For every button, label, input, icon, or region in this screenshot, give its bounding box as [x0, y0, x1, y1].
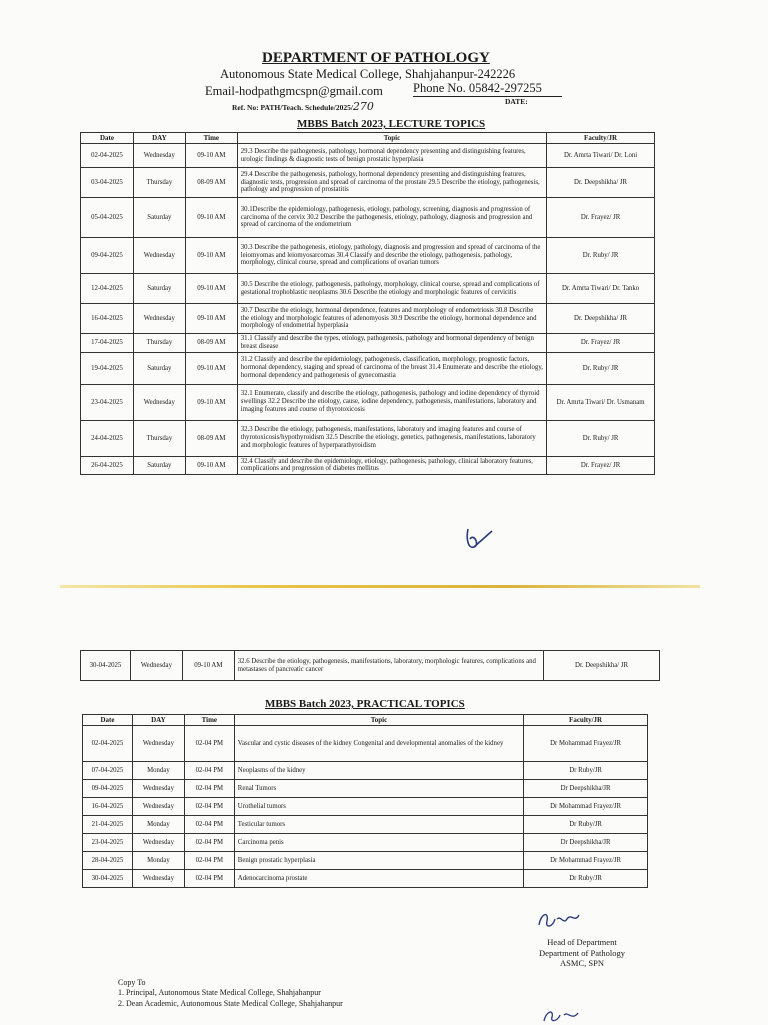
department-title: DEPARTMENT OF PATHOLOGY: [262, 50, 490, 66]
cell-date: 30-04-2025: [83, 870, 133, 888]
cell-day: Thursday: [133, 168, 185, 198]
practical-section-title: MBBS Batch 2023, PRACTICAL TOPICS: [265, 698, 465, 710]
cell-date: 16-04-2025: [81, 304, 134, 334]
table-row: [83, 852, 648, 870]
cell-date: 30-04-2025: [81, 651, 131, 681]
hod-department: Department of Pathology: [539, 947, 625, 958]
col-time: Time: [185, 133, 237, 144]
table-row: [81, 334, 655, 353]
col-topic: Topic: [237, 133, 546, 144]
cell-time: 09-10 AM: [182, 651, 234, 681]
table-row: [83, 780, 648, 798]
cell-date: 03-04-2025: [81, 168, 134, 198]
cell-date: 02-04-2025: [81, 144, 134, 168]
lecture-continued-table: [80, 650, 660, 681]
table-row: [83, 816, 648, 834]
col-day: DAY: [133, 133, 185, 144]
table-row: [81, 651, 660, 681]
cell-day: Wednesday: [133, 144, 185, 168]
copy-item: 2. Dean Academic, Autonomous State Medical College, Shahjahanpur: [118, 998, 343, 1008]
table-row: [81, 456, 655, 475]
cell-date: 09-04-2025: [83, 780, 133, 798]
cell-faculty: Dr. Amrta Tiwari/ Dr. Tanko: [547, 274, 655, 304]
cell-topic: Urothelial tumors: [234, 798, 523, 816]
signature-mark: [462, 525, 502, 555]
practical-header-row: [83, 715, 648, 726]
cell-date: 17-04-2025: [81, 334, 134, 353]
cell-time: 02-04 PM: [184, 834, 234, 852]
cell-time: 09-10 AM: [185, 274, 237, 304]
cell-topic: 31.1 Classify and describe the types, etiology, pathogenesis, pathology and hormonal dependency of benign breast disease: [237, 334, 546, 353]
cell-faculty: Dr Deepshikha/JR: [524, 834, 648, 852]
hod-title: Head of Department: [547, 937, 617, 947]
cell-faculty: Dr. Ruby/ JR: [547, 352, 655, 384]
reference-number: [232, 100, 374, 113]
hod-signature: [535, 905, 585, 933]
cell-date: 12-04-2025: [81, 274, 134, 304]
cell-topic: Carcinoma penis: [234, 834, 523, 852]
cell-date: 16-04-2025: [83, 798, 133, 816]
col-faculty: Faculty/JR: [524, 715, 648, 726]
cell-topic: 32.6 Describe the etiology, pathogenesis, manifestations, laboratory, morphologic features, complications and metastases of pancreatic cancer: [234, 651, 543, 681]
cell-day: Saturday: [133, 456, 185, 475]
cell-faculty: Dr Ruby/JR: [524, 870, 648, 888]
cell-date: 24-04-2025: [81, 420, 134, 456]
cell-time: 02-04 PM: [184, 726, 234, 762]
cell-time: 08-09 AM: [185, 168, 237, 198]
cell-day: Wednesday: [133, 384, 185, 420]
cell-faculty: Dr Ruby/JR: [524, 762, 648, 780]
cell-date: 23-04-2025: [83, 834, 133, 852]
table-row: [81, 144, 655, 168]
table-row: [81, 274, 655, 304]
cell-topic: Renal Tumors: [234, 780, 523, 798]
cell-topic: 32.4 Classify and describe the epidemiology, etiology, pathogenesis, pathology, clinical laboratory features, complications and progression of diabetes mellitus: [237, 456, 546, 475]
cell-topic: 29.4 Describe the pathogenesis, pathology, hormonal dependency presenting and distinguishing features, diagnostic tests, progression and spread of carcinoma of the prostate 29.5 Describe the etiology, pathogenesis, pathology and progression of prostatitis: [237, 168, 546, 198]
cell-faculty: Dr. Amrta Tiwari/ Dr. Loni: [547, 144, 655, 168]
cell-time: 02-04 PM: [184, 798, 234, 816]
cell-day: Thursday: [133, 334, 185, 353]
cell-day: Saturday: [133, 198, 185, 238]
cell-time: 08-09 AM: [185, 334, 237, 353]
cell-day: Wednesday: [133, 238, 185, 274]
cell-topic: 30.3 Describe the pathogenesis, etiology, pathology, diagnosis and progression and spread of carcinoma of the leiomyomas and leiomyosarcomas 30.4 Classify and describe the etiology, pathogenesis, pathology, morphology, clinical course, spread and complications of ovarian tumors: [237, 238, 546, 274]
cell-topic: 29.3 Describe the pathogenesis, pathology, hormonal dependency presenting and distinguishing features, urologic findings & diagnostic tests of benign prostatic hyperplasia: [237, 144, 546, 168]
table-row: [83, 762, 648, 780]
cell-date: 07-04-2025: [83, 762, 133, 780]
table-row: [83, 726, 648, 762]
table-row: [81, 304, 655, 334]
cell-day: Monday: [132, 852, 184, 870]
cell-faculty: Dr. Deepshikha/ JR: [544, 651, 660, 681]
cell-date: 26-04-2025: [81, 456, 134, 475]
cell-faculty: Dr. Frayez/ JR: [547, 198, 655, 238]
cell-faculty: Dr. Frayez/ JR: [547, 334, 655, 353]
cell-faculty: Dr. Ruby/ JR: [547, 420, 655, 456]
cell-day: Wednesday: [132, 780, 184, 798]
table-row: [81, 384, 655, 420]
cell-faculty: Dr Mohammad Frayez/JR: [524, 798, 648, 816]
cell-day: Saturday: [133, 274, 185, 304]
phone-line: Phone No. 05842-297255: [413, 81, 562, 97]
table-row: [81, 238, 655, 274]
cell-day: Wednesday: [132, 798, 184, 816]
table-row: [83, 798, 648, 816]
cell-date: 02-04-2025: [83, 726, 133, 762]
cell-day: Thursday: [133, 420, 185, 456]
col-faculty: Faculty/JR: [547, 133, 655, 144]
cell-day: Wednesday: [132, 834, 184, 852]
copy-to-block: [118, 978, 343, 1009]
table-row: [81, 352, 655, 384]
cell-day: Saturday: [133, 352, 185, 384]
lecture-header-row: [81, 133, 655, 144]
cell-faculty: Dr. Amrta Tiwari/ Dr. Usmanam: [547, 384, 655, 420]
col-date: Date: [83, 715, 133, 726]
cell-time: 02-04 PM: [184, 870, 234, 888]
cell-topic: 30.7 Describe the etiology, hormonal dependence, features and morphology of endometriosis 30.8 Describe the etiology and morphologic features of adenomyosis 30.9 Describe the etiology, hormonal dependence and morphology of endometrial hyperplasia: [237, 304, 546, 334]
cell-faculty: Dr. Ruby/ JR: [547, 238, 655, 274]
cell-faculty: Dr. Frayez/ JR: [547, 456, 655, 475]
cell-date: 21-04-2025: [83, 816, 133, 834]
table-row: [81, 198, 655, 238]
cell-time: 09-10 AM: [185, 144, 237, 168]
page-divider: [60, 585, 700, 588]
cell-topic: 30.5 Describe the etiology, pathogenesis, pathology, morphology, clinical course, spread and complications of gestational trophoblastic neoplasms 30.6 Describe the etiology and morphologic features of cervicitis: [237, 274, 546, 304]
cell-time: 02-04 PM: [184, 780, 234, 798]
cell-day: Wednesday: [130, 651, 182, 681]
copy-to-label: Copy To: [118, 978, 146, 987]
cell-time: 02-04 PM: [184, 816, 234, 834]
table-row: [83, 870, 648, 888]
cell-time: 02-04 PM: [184, 762, 234, 780]
cell-topic: 30.1Describe the epidemiology, pathogenesis, etiology, pathology, screening, diagnosis and progression of carcinoma of the cervix 30.2 Describe the pathogenesis, etiology, pathology, diagnosis and progression and spread of carcinoma of the endometrium: [237, 198, 546, 238]
reference-handwritten: 270: [352, 100, 374, 113]
cell-faculty: Dr Deepshikha/JR: [524, 780, 648, 798]
second-signature: [540, 1005, 590, 1025]
cell-faculty: Dr. Deepshikha/ JR: [547, 304, 655, 334]
college-name: Autonomous State Medical College, Shahjahanpur-242226: [220, 67, 516, 81]
copy-item: 1. Principal, Autonomous State Medical College, Shahjahanpur: [118, 988, 321, 998]
hod-block: [527, 937, 637, 969]
date-label: DATE:: [505, 97, 528, 106]
cell-day: Wednesday: [133, 304, 185, 334]
cell-day: Monday: [132, 816, 184, 834]
table-row: [83, 834, 648, 852]
table-row: [81, 168, 655, 198]
cell-topic: Neoplasms of the kidney: [234, 762, 523, 780]
cell-date: 09-04-2025: [81, 238, 134, 274]
cell-faculty: Dr Mohammad Frayez/JR: [524, 852, 648, 870]
cell-faculty: Dr Ruby/JR: [524, 816, 648, 834]
cell-time: 09-10 AM: [185, 304, 237, 334]
cell-day: Wednesday: [132, 726, 184, 762]
col-date: Date: [81, 133, 134, 144]
cell-topic: 31.2 Classify and describe the epidemiology, pathogenesis, classification, morphology, prognostic factors, hormonal dependency, staging and spread of carcinoma of the breast 31.4 Enumerate and describe the etiology, hormonal dependency and pathogenesis of gynecomastia: [237, 352, 546, 384]
cell-topic: Adenocarcinoma prostate: [234, 870, 523, 888]
col-topic: Topic: [234, 715, 523, 726]
cell-topic: Vascular and cystic diseases of the kidney Congenital and developmental anomalies of the kidney: [234, 726, 523, 762]
cell-topic: 32.1 Enumerate, classify and describe the etiology, pathogenesis, pathology and iodine dependency of thyroid swellings 32.2 Describe the etiology, cause, iodine dependency, pathogenesis, manifestations, laboratory and imaging features and course of thyrotoxicosis: [237, 384, 546, 420]
cell-date: 05-04-2025: [81, 198, 134, 238]
reference-label: Ref. No: PATH/Teach. Schedule/2025/: [232, 103, 353, 112]
cell-faculty: Dr. Deepshikha/ JR: [547, 168, 655, 198]
cell-topic: Testicular tumors: [234, 816, 523, 834]
lecture-section-title: MBBS Batch 2023, LECTURE TOPICS: [297, 118, 486, 130]
cell-date: 23-04-2025: [81, 384, 134, 420]
cell-day: Monday: [132, 762, 184, 780]
col-day: DAY: [132, 715, 184, 726]
practical-table: [82, 714, 648, 888]
email-line: Email-hodpathgmcspn@gmail.com: [205, 84, 383, 98]
cell-time: 09-10 AM: [185, 384, 237, 420]
cell-date: 19-04-2025: [81, 352, 134, 384]
hod-institution: ASMC, SPN: [560, 958, 604, 969]
cell-date: 28-04-2025: [83, 852, 133, 870]
cell-topic: Benign prostatic hyperplasia: [234, 852, 523, 870]
cell-time: 08-09 AM: [185, 420, 237, 456]
table-row: [81, 420, 655, 456]
cell-time: 09-10 AM: [185, 238, 237, 274]
cell-time: 09-10 AM: [185, 198, 237, 238]
cell-topic: 32.3 Describe the etiology, pathogenesis, manifestations, laboratory and imaging features and course of thyrotoxicosis/hypothyroidism 32.5 Describe the etiology, genetics, pathogenesis, manifestations, laboratory and morphologic features of hyperparathyroidism: [237, 420, 546, 456]
cell-day: Wednesday: [132, 870, 184, 888]
cell-faculty: Dr Mohammad Frayez/JR: [524, 726, 648, 762]
col-time: Time: [184, 715, 234, 726]
cell-time: 02-04 PM: [184, 852, 234, 870]
cell-time: 09-10 AM: [185, 352, 237, 384]
lecture-table: [80, 132, 655, 475]
cell-time: 09-10 AM: [185, 456, 237, 475]
